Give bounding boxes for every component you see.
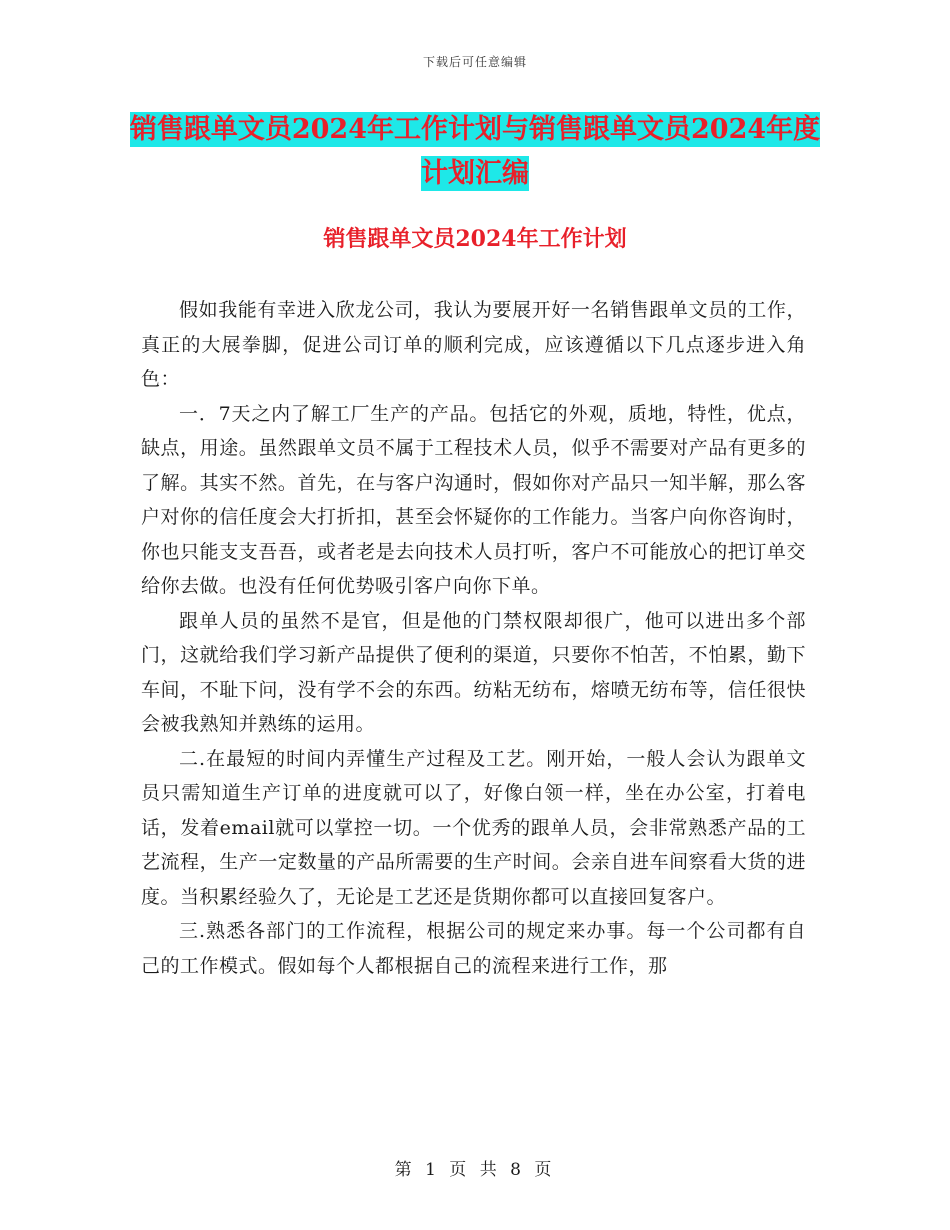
document-body — [141, 293, 806, 983]
paragraph: 二.在最短的时间内弄懂生产过程及工艺。刚开始，一般人会认为跟单文员只需知道生产订单的进度就可以了，好像白领一样，坐在办公室，打着电话，发着email就可以掌控一切。一个优秀的跟单人员，会非常熟悉产品的工艺流程，生产一定数量的产品所需要的生产时间。会亲自进车间察看大货的进度。当积累经验久了，无论是工艺还是货期你都可以直接回复客户。 — [141, 747, 806, 908]
section-title: 销售跟单文员2024年工作计划 — [323, 226, 627, 252]
paragraph: 三.熟悉各部门的工作流程，根据公司的规定来办事。每一个公司都有自己的工作模式。假如每个人都根据自己的流程来进行工作，那 — [141, 920, 806, 977]
paragraph: 跟单人员的虽然不是官，但是他的门禁权限却很广，他可以进出多个部门，这就给我们学习新产品提供了便利的渠道，只要你不怕苦，不怕累，勤下车间，不耻下问，没有学不会的东西。纺粘无纺布，熔喷无纺布等，信任很快会被我熟知并熟练的运用。 — [141, 609, 806, 735]
paragraph: 假如我能有幸进入欣龙公司，我认为要展开好一名销售跟单文员的工作，真正的大展拳脚，促进公司订单的顺利完成，应该遵循以下几点逐步进入角色： — [141, 299, 806, 390]
document-title — [120, 108, 830, 196]
paragraph: 一．7天之内了解工厂生产的产品。包括它的外观，质地，特性，优点，缺点，用途。虽然跟单文员不属于工程技术人员，似乎不需要对产品有更多的了解。其实不然。首先，在与客户沟通时，假如你对产品只一知半解，那么客户对你的信任度会大打折扣，甚至会怀疑你的工作能力。当客户向你咨询时，你也只能支支吾吾，或者老是去向技术人员打听，客户不可能放心的把订单交给你去做。也没有任何优势吸引客户向你下单。 — [141, 402, 806, 597]
document-title-text: 销售跟单文员2024年工作计划与销售跟单文员2024年度计划汇编 — [129, 114, 821, 189]
page-number: 第 1 页 共 8 页 — [394, 1160, 556, 1180]
page-header: 下载后可任意编辑 — [422, 55, 527, 69]
